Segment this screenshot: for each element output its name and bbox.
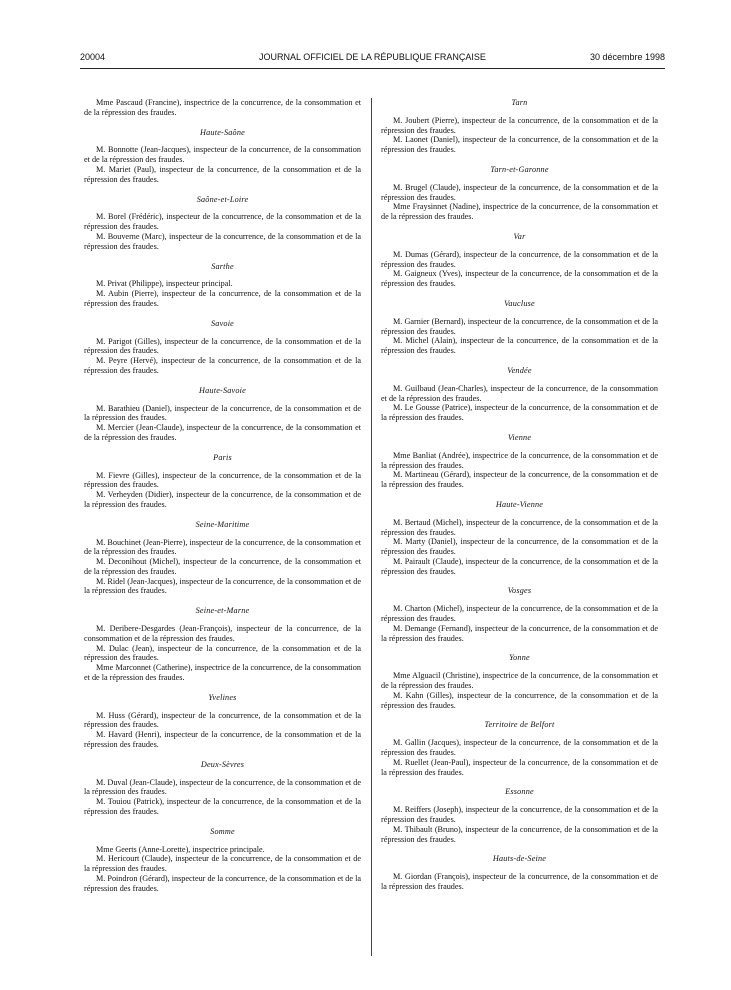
department-section <box>381 500 658 577</box>
journal-title: JOURNAL OFFICIEL DE LA RÉPUBLIQUE FRANÇAISE <box>259 52 486 62</box>
department-heading: Vienne <box>507 432 532 442</box>
department-heading: Var <box>513 231 526 241</box>
appointment-entry: M. Brugel (Claude), inspecteur de la concurrence, de la consommation et de la répression des fraudes. <box>381 182 658 202</box>
appointment-entry: M. Parigot (Gilles), inspecteur de la concurrence, de la consommation et de la répression des fraudes. <box>84 336 361 356</box>
department-heading: Paris <box>213 452 232 462</box>
appointment-entry: Mme Fraysinnet (Nadine), inspectrice de la concurrence, de la consommation et de la répression des fraudes. <box>381 202 658 222</box>
department-heading: Saône-et-Loire <box>196 194 249 204</box>
appointment-entry: M. Mercier (Jean-Claude), inspecteur de la concurrence, de la consommation et de la répression des fraudes. <box>84 423 361 442</box>
department-heading: Yonne <box>509 653 530 663</box>
appointment-entry: M. Gallin (Jacques), inspecteur de la concurrence, de la consommation et de la répression des fraudes. <box>381 738 658 758</box>
appointment-entry: M. Michel (Alain), inspecteur de la concurrence, de la consommation et de la répression des fraudes. <box>381 336 658 356</box>
appointment-entry: M. Aubin (Pierre), inspecteur de la concurrence, de la consommation et de la répression des fraudes. <box>84 289 361 308</box>
appointment-entry: M. Hericourt (Claude), inspecteur de la concurrence, de la consommation et de la répression des fraudes. <box>84 854 361 874</box>
appointment-entry: M. Duval (Jean-Claude), inspecteur de la concurrence, de la consommation et de la répression des fraudes. <box>84 777 361 797</box>
appointment-entry: M. Guilbaud (Jean-Charles), inspecteur de la concurrence, de la consommation et de la répression des fraudes. <box>381 383 658 403</box>
department-heading: Deux-Sèvres <box>200 759 245 769</box>
department-section <box>381 720 658 777</box>
appointment-entry: Mme Geerts (Anne-Lorette), inspectrice principale. <box>96 844 265 854</box>
appointment-entry: M. Poindron (Gérard), inspecteur de la concurrence, de la consommation et de la répression des fraudes. <box>84 874 361 893</box>
appointment-entry: M. Bonnotte (Jean-Jacques), inspecteur de la concurrence, de la consommation et de la répression des fraudes. <box>84 145 361 165</box>
appointment-entry: M. Thibault (Bruno), inspecteur de la concurrence, de la consommation et de la répression des fraudes. <box>381 824 658 844</box>
appointment-entry: M. Ruellet (Jean-Paul), inspecteur de la concurrence, de la consommation et de la répression des fraudes. <box>381 757 658 777</box>
appointment-entry: M. Reiffers (Joseph), inspecteur de la concurrence, de la consommation et de la répression des fraudes. <box>381 805 658 825</box>
department-section <box>84 693 361 750</box>
appointment-entry: M. Demange (Fernand), inspecteur de la concurrence, de la consommation et de la répression des fraudes. <box>381 623 658 643</box>
left-sections <box>84 128 361 894</box>
appointment-entry: Mme Alguacil (Christine), inspectrice de la concurrence, de la consommation et de la répression des fraudes. <box>381 671 658 691</box>
appointment-entry: M. Havard (Henri), inspecteur de la concurrence, de la consommation et de la répression des fraudes. <box>84 730 361 750</box>
department-heading: Savoie <box>210 318 235 328</box>
department-heading: Essonne <box>505 787 534 797</box>
appointment-entry: M. Privat (Philippe), inspecteur principal. <box>96 279 233 289</box>
right-sections <box>381 98 658 892</box>
department-heading: Hauts-de-Seine <box>492 854 547 864</box>
department-section <box>381 854 658 891</box>
department-heading: Vaucluse <box>504 298 535 308</box>
appointment-entry: M. Laonet (Daniel), inspecteur de la concurrence, de la consommation et de la répression des fraudes. <box>381 135 658 155</box>
department-section <box>84 128 361 185</box>
appointment-entry: M. Borel (Frédéric), inspecteur de la concurrence, de la consommation et de la répression des fraudes. <box>84 212 361 232</box>
appointment-entry: M. Charton (Michel), inspecteur de la concurrence, de la consommation et de la répression des fraudes. <box>381 604 658 624</box>
department-section <box>84 319 361 376</box>
right-column <box>381 98 658 902</box>
department-heading: Sarthe <box>211 261 234 271</box>
appointment-entry: M. Fievre (Gilles), inspecteur de la concurrence, de la consommation et de la répression des fraudes. <box>84 470 361 490</box>
department-heading: Tarn <box>511 98 528 107</box>
department-section <box>84 386 361 443</box>
department-section <box>381 586 658 643</box>
appointment-entry: Mme Marconnet (Catherine), inspectrice de la concurrence, de la consommation et de la répression des fraudes. <box>84 663 361 683</box>
header-rule <box>80 68 665 69</box>
appointment-entry: M. Huss (Gérard), inspecteur de la concurrence, de la consommation et de la répression des fraudes. <box>84 710 361 730</box>
department-section <box>84 453 361 510</box>
department-heading: Haute-Savoie <box>199 385 246 395</box>
page-header <box>80 52 665 66</box>
department-section <box>84 606 361 683</box>
appointment-entry: M. Verheyden (Didier), inspecteur de la concurrence, de la consommation et de la répression des fraudes. <box>84 490 361 509</box>
department-section <box>381 433 658 490</box>
appointment-entry: M. Martineau (Gérard), inspecteur de la concurrence, de la consommation et de la répression des fraudes. <box>381 470 658 490</box>
department-section <box>84 760 361 817</box>
appointment-entry: M. Le Gousse (Patrice), inspecteur de la concurrence, de la consommation et de la répression des fraudes. <box>381 403 658 423</box>
left-column <box>84 98 361 904</box>
department-heading: Vendée <box>507 365 532 375</box>
appointment-entry: M. Joubert (Pierre), inspecteur de la concurrence, de la consommation et de la répression des fraudes. <box>381 115 658 135</box>
department-section <box>381 787 658 844</box>
department-heading: Haute-Saône <box>200 127 245 137</box>
appointment-entry: M. Bouverne (Marc), inspecteur de la concurrence, de la consommation et de la répression des fraudes. <box>84 231 361 251</box>
appointment-entry: M. Garnier (Bernard), inspecteur de la concurrence, de la consommation et de la répression des fraudes. <box>381 316 658 336</box>
column-divider <box>371 98 372 956</box>
department-heading: Tarn-et-Garonne <box>490 164 549 174</box>
department-heading: Haute-Vienne <box>495 499 544 509</box>
department-section <box>381 366 658 423</box>
publication-date: 30 décembre 1998 <box>589 52 665 62</box>
department-heading: Territoire de Belfort <box>484 720 555 730</box>
appointment-entry: M. Dulac (Jean), inspecteur de la concurrence, de la consommation et de la répression des fraudes. <box>84 643 361 663</box>
appointment-entry: Mme Banliat (Andrée), inspectrice de la concurrence, de la consommation et de la répression des fraudes. <box>381 450 658 470</box>
appointment-entry: M. Gaigneux (Yves), inspecteur de la concurrence, de la consommation et de la répression des fraudes. <box>381 269 658 289</box>
page-number: 20004 <box>80 52 106 62</box>
appointment-entry: M. Mariet (Paul), inspecteur de la concurrence, de la consommation et de la répression des fraudes. <box>84 164 361 184</box>
department-section <box>84 262 361 309</box>
department-heading: Seine-Maritime <box>195 519 250 529</box>
appointment-entry: M. Giordan (François), inspecteur de la concurrence, de la consommation et de la répression des fraudes. <box>381 872 658 892</box>
appointment-entry: M. Marty (Daniel), inspecteur de la concurrence, de la consommation et de la répression des fraudes. <box>381 537 658 557</box>
department-heading: Somme <box>210 826 235 836</box>
appointment-entry: M. Barathieu (Daniel), inspecteur de la concurrence, de la consommation et de la répression des fraudes. <box>84 403 361 423</box>
department-heading: Yvelines <box>208 692 237 702</box>
department-section <box>381 232 658 289</box>
department-section <box>84 195 361 252</box>
appointment-entry: M. Peyre (Hervé), inspecteur de la concurrence, de la consommation et de la répression des fraudes. <box>84 356 361 375</box>
department-heading: Seine-et-Marne <box>195 606 250 616</box>
department-section <box>84 827 361 894</box>
department-section <box>381 165 658 222</box>
department-section <box>381 98 658 155</box>
appointment-entry: M. Ridel (Jean-Jacques), inspecteur de la concurrence, de la consommation et de la répression des fraudes. <box>84 576 361 596</box>
department-section <box>381 299 658 356</box>
department-section <box>381 653 658 710</box>
appointment-entry: M. Kahn (Gilles), inspecteur de la concurrence, de la consommation et de la répression des fraudes. <box>381 690 658 710</box>
lead-entry: Mme Pascaud (Francine), inspectrice de la concurrence, de la consommation et de la répression des fraudes. <box>84 98 361 117</box>
appointment-entry: M. Touiou (Patrick), inspecteur de la concurrence, de la consommation et de la répression des fraudes. <box>84 797 361 817</box>
appointment-entry: M. Bouchinet (Jean-Pierre), inspecteur de la concurrence, de la consommation et de la répression des fraudes. <box>84 537 361 557</box>
appointment-entry: M. Dumas (Gérard), inspecteur de la concurrence, de la consommation et de la répression des fraudes. <box>381 249 658 269</box>
department-heading: Vosges <box>507 586 532 596</box>
department-section <box>84 520 361 597</box>
appointment-entry: M. Deconihout (Michel), inspecteur de la concurrence, de la consommation et de la répression des fraudes. <box>84 557 361 576</box>
appointment-entry: M. Bertaud (Michel), inspecteur de la concurrence, de la consommation et de la répression des fraudes. <box>381 517 658 537</box>
appointment-entry: M. Deribere-Desgardes (Jean-François), inspecteur de la concurrence, de la consommation et de la répression des fraudes. <box>84 624 361 643</box>
appointment-entry: M. Pairault (Claude), inspecteur de la concurrence, de la consommation et de la répression des fraudes. <box>381 556 658 576</box>
